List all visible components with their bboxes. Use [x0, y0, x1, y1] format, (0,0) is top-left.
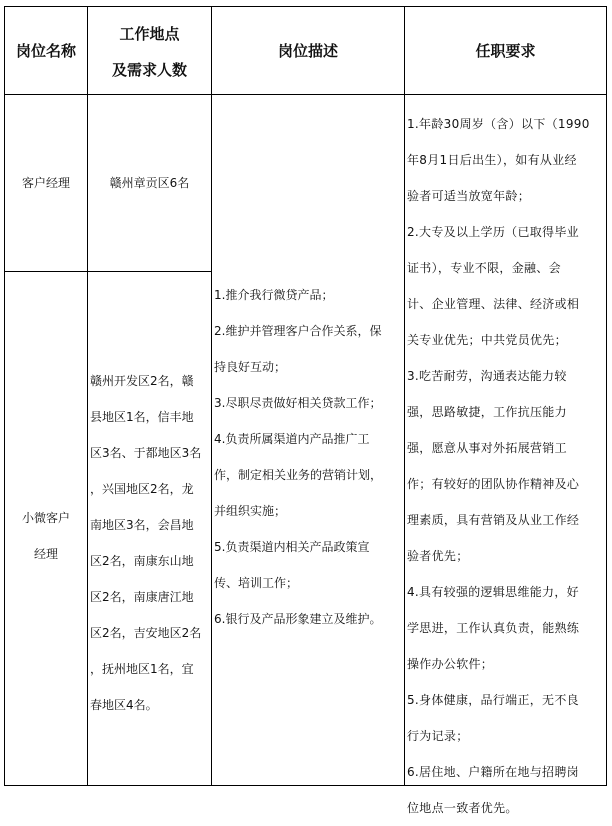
requirement-line: 证书），专业不限，金融、会: [407, 261, 561, 275]
description-line: 4.负责所属渠道内产品推广工: [214, 432, 370, 446]
requirement-line: 行为记录；: [407, 729, 469, 743]
row-divider: [4, 271, 212, 272]
description-line: 6.银行及产品形象建立及维护。: [214, 612, 382, 626]
row2-location-line: 区2名，吉安地区2名: [90, 626, 202, 640]
requirement-line: 强，愿意从事对外拓展营销工: [407, 441, 567, 455]
description-line: 作，制定相关业务的营销计划，: [214, 468, 383, 482]
description-line: 并组织实施；: [214, 504, 287, 518]
requirement-line: 计、企业管理、法律、经济或相: [407, 297, 580, 311]
row2-position-line2: 经理: [33, 547, 58, 561]
row1-position: 客户经理: [21, 176, 70, 190]
column-divider-2: [211, 6, 212, 786]
row2-location-line: 区2名，南康东山地: [90, 554, 194, 568]
row2-location-line: 区2名，南康唐江地: [90, 590, 194, 604]
header-location: [88, 16, 211, 88]
header-requirements: 任职要求: [475, 42, 536, 60]
requirement-line: 验者优先；: [407, 549, 469, 563]
requirement-line: 学思进，工作认真负责，能熟练: [407, 621, 580, 635]
requirement-line: 年8月1日后出生），如有从业经: [407, 153, 577, 167]
requirement-line: 6.居住地、户籍所在地与招聘岗: [407, 765, 579, 779]
description-line: 2.维护并管理客户合作关系，保: [214, 324, 382, 338]
description-line: 持良好互动；: [214, 360, 287, 374]
requirement-line: 强，思路敏捷，工作抗压能力: [407, 405, 567, 419]
requirement-line: 位地点一致者优先。: [407, 801, 518, 815]
requirement-line: 4.具有较强的逻辑思维能力，好: [407, 585, 579, 599]
description-line: 传、培训工作；: [214, 576, 299, 590]
row2-location: [90, 363, 211, 723]
description-line: 5.负责渠道内相关产品政策宣: [214, 540, 370, 554]
row2-location-line: 县地区1名，信丰地: [90, 410, 194, 424]
requirement-line: 2.大专及以上学历（已取得毕业: [407, 225, 579, 239]
requirement-line: 验者可适当放宽年龄；: [407, 189, 531, 203]
requirement-line: 操作办公软件；: [407, 657, 494, 671]
header-position: 岗位名称: [15, 42, 76, 60]
requirement-line: 关专业优先；中共党员优先；: [407, 333, 567, 347]
row2-position-line1: 小微客户: [21, 511, 70, 525]
row2-location-line: 南地区3名，会昌地: [90, 518, 194, 532]
row2-location-line: 春地区4名。: [90, 698, 158, 712]
header-location-line2: 及需求人数: [111, 61, 187, 79]
header-description: 岗位描述: [277, 42, 338, 60]
requirements-cell: [407, 106, 604, 826]
requirement-line: 3.吃苦耐劳，沟通表达能力较: [407, 369, 567, 383]
row2-location-line: ，兴国地区2名，龙: [90, 482, 194, 496]
requirement-line: 作；有较好的团队协作精神及心: [407, 477, 580, 491]
description-line: 1.推介我行微贷产品；: [214, 288, 334, 302]
requirement-line: 理素质，具有营销及从业工作经: [407, 513, 580, 527]
description-cell: [214, 277, 403, 637]
requirement-line: 5.身体健康，品行端正，无不良: [407, 693, 579, 707]
description-line: 3.尽职尽责做好相关贷款工作；: [214, 396, 382, 410]
row2-location-line: 赣州开发区2名，赣: [90, 374, 194, 388]
row2-location-line: 区3名、于都地区3名: [90, 446, 202, 460]
requirement-line: 1.年龄30周岁（含）以下（1990: [407, 117, 590, 131]
header-location-line1: 工作地点: [119, 25, 180, 43]
row2-location-line: ，抚州地区1名，宜: [90, 662, 194, 676]
row2-position: [5, 500, 87, 572]
row1-location: 赣州章贡区6名: [109, 176, 190, 190]
column-divider-3: [404, 6, 405, 786]
